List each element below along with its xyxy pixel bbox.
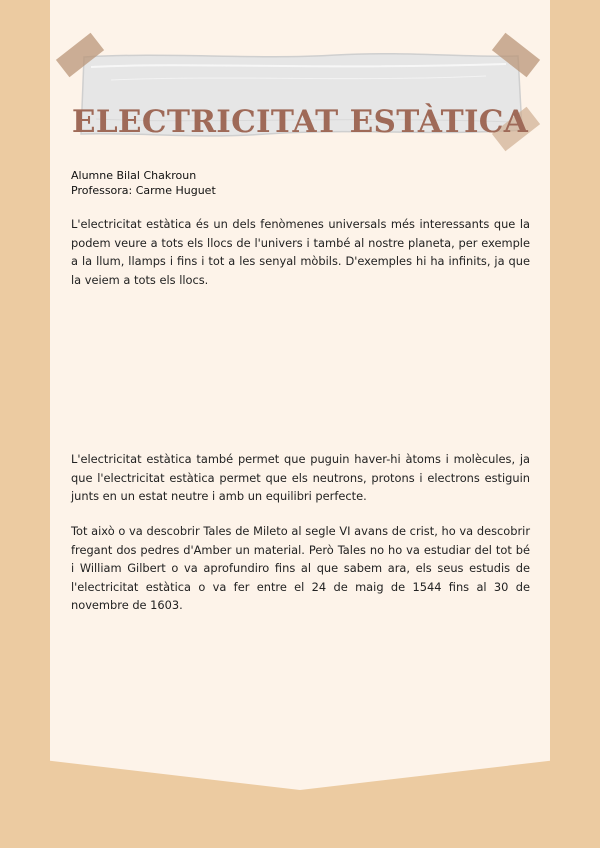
intro-paragraph: L'electricitat estàtica és un dels fenòmenes universals més interessants que la podem veure a tots els llocs de l'univers i també al nostre planeta, per exemple a la llum, llamps i fins i tot a les senyal mòbils. D'exemples hi ha infinits, ja que la veiem a tots els llocs.: [71, 217, 530, 287]
atoms-paragraph: L'electricitat estàtica també permet que puguin haver-hi àtoms i molècules, ja que l'electricitat estàtica permet que els neutrons, protons i electrons estiguin junts en un estat neutre i amb un equilibri perfecte.: [71, 452, 530, 503]
teacher-line: Professora: Carme Huguet: [71, 184, 216, 197]
author-info: [71, 168, 530, 198]
history-paragraph: Tot això o va descobrir Tales de Mileto al segle VI avans de crist, ho va descobrir fregant dos pedres d'Amber un material. Però Tales no ho va estudiar del tot bé i William Gilbert o va aprofundiro fins al que sabem ara, els seus estudis de l'electricitat estàtica o va fer entre el 24 de maig de 1544 fins al 30 de novembre de 1603.: [71, 524, 530, 612]
document-title: ELECTRICITAT ESTÀTICA: [71, 103, 529, 140]
student-line: Alumne Bilal Chakroun: [71, 169, 197, 182]
